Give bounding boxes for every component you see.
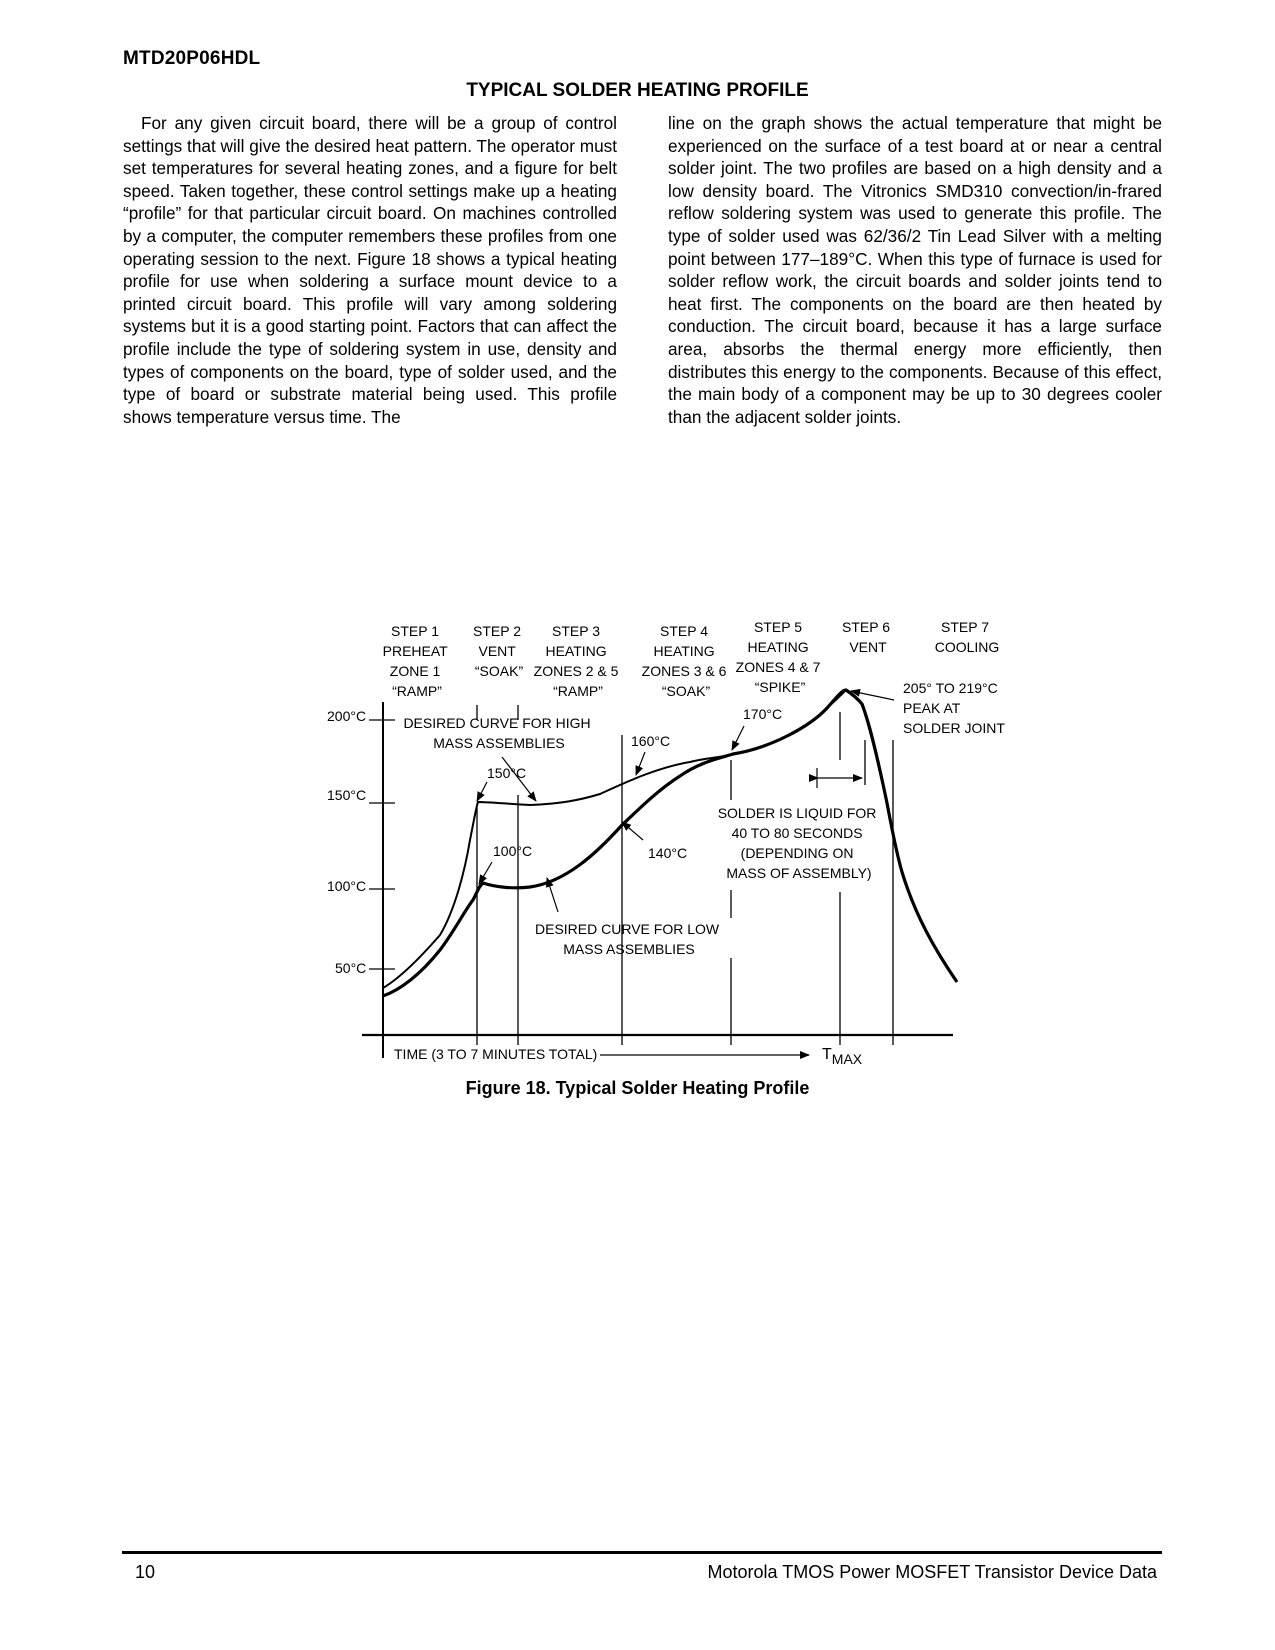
- step-6-label: STEP 6 VENT: [842, 619, 891, 655]
- body-paragraph-left: For any given circuit board, there will be a group of control settings that will give the desired heat pattern. The operator must set temperatures for several heating zones, and a figure for belt speed. Taken together, these control settings make up a heating “profile” for that particular circuit board. On machines controlled by a computer, the computer remembers these profiles from one operating session to the next. Figure 18 shows a typical heating profile for use when soldering a surface mount device to a printed circuit board. This profile will vary among soldering systems but it is a good starting point. Factors that can affect the profile include the type of soldering system in use, density and types of components on the board, type of solder used, and the type of board or substrate material being used. This profile shows temperature versus time. The: [123, 113, 617, 427]
- page-number: 10: [135, 1562, 156, 1582]
- arrow-160c: [636, 752, 645, 775]
- low-mass-annotation: DESIRED CURVE FOR LOW MASS ASSEMBLIES: [535, 921, 720, 957]
- arrow-170c: [732, 726, 744, 750]
- figure-caption: Figure 18. Typical Solder Heating Profile: [465, 1078, 810, 1098]
- label-140c: 140°C: [648, 845, 688, 861]
- document-part-number: MTD20P06HDL: [123, 48, 261, 69]
- footer-rule: [122, 1551, 1162, 1554]
- body-paragraph-right: line on the graph shows the actual temperature that might be experienced on the surface of a test board at or near a central solder joint. The two profiles are based on a high density and a low density board. The Vitronics SMD310 convection/in-frared reflow soldering system was used to generate this profile. The type of solder used was 62/36/2 Tin Lead Silver with a melting point between 177–189°C. When this type of furnace is used for solder reflow work, the circuit boards and solder joints tend to heat first. The components on the board are then heated by conduction. The circuit board, because it has a large surface area, absorbs the thermal energy more efficiently, then distributes this energy to the components. Because of this effect, the main body of a component may be up to 30 degrees cooler than the adjacent solder joints.: [668, 113, 1162, 427]
- label-100c: 100°C: [493, 843, 533, 859]
- label-150c: 150°C: [487, 765, 527, 781]
- y-tick-label-200: 200°C: [327, 708, 367, 724]
- y-tick-label-150: 150°C: [327, 787, 367, 803]
- step-1-label: STEP 1 PREHEAT ZONE 1 “RAMP”: [382, 623, 448, 699]
- liquid-time-annotation: SOLDER IS LIQUID FOR 40 TO 80 SECONDS (DEPENDING ON MASS OF ASSEMBLY): [717, 805, 877, 881]
- y-tick-label-50: 50°C: [335, 960, 367, 976]
- step-2-label: STEP 2 VENT “SOAK”: [473, 623, 524, 679]
- step-3-label: STEP 3 HEATING ZONES 2 & 5 “RAMP”: [533, 623, 619, 699]
- tmax-label: TMAX: [822, 1046, 863, 1067]
- high-mass-annotation: DESIRED CURVE FOR HIGH MASS ASSEMBLIES: [403, 715, 591, 751]
- footer-source: Motorola TMOS Power MOSFET Transistor Device Data: [707, 1562, 1157, 1582]
- label-160c: 160°C: [631, 733, 671, 749]
- arrow-100c: [479, 862, 492, 884]
- step-4-label: STEP 4 HEATING ZONES 3 & 6 “SOAK”: [641, 623, 727, 699]
- liquid-duration-arrow: [817, 768, 862, 788]
- section-title: TYPICAL SOLDER HEATING PROFILE: [466, 80, 809, 101]
- arrow-140c: [622, 822, 643, 840]
- label-170c: 170°C: [743, 706, 783, 722]
- x-axis-label: TIME (3 TO 7 MINUTES TOTAL): [394, 1046, 598, 1062]
- step-5-label: STEP 5 HEATING ZONES 4 & 7 “SPIKE”: [735, 619, 821, 695]
- y-tick-label-100: 100°C: [327, 878, 367, 894]
- arrow-low-mass: [547, 878, 558, 912]
- arrow-150c: [477, 782, 487, 801]
- step-7-label: STEP 7 COOLING: [934, 619, 1000, 655]
- peak-annotation: 205° TO 219°C PEAK AT SOLDER JOINT: [903, 680, 1005, 736]
